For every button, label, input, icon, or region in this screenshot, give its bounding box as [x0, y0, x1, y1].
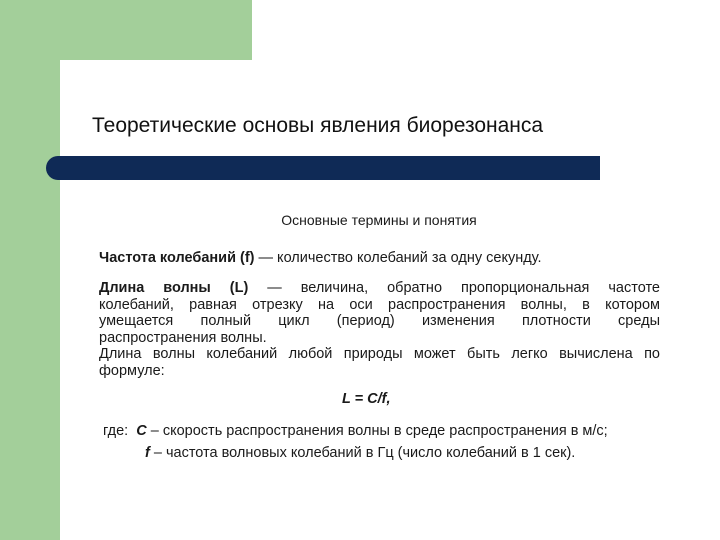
where-line-f [145, 445, 575, 462]
wavelength-line-1 [99, 280, 660, 297]
slide-title: Теоретические основы явления биорезонанса [92, 114, 544, 137]
frequency-term: Частота колебаний (f) [99, 250, 255, 266]
var-c: C [136, 423, 147, 439]
wavelength-line-2: колебаний, равная отрезку на оси распространения волны, в котором [99, 296, 660, 313]
c-description: – скорость распространения волны в среде распространения в м/с; [146, 423, 608, 439]
rounded-corner [60, 60, 120, 120]
frequency-definition: — количество колебаний за одну секунду. [254, 250, 542, 266]
frequency-paragraph [99, 250, 660, 267]
wavelength-formula: L = C/f, [342, 391, 391, 407]
var-f: f [145, 445, 150, 461]
where-line-c [103, 423, 608, 440]
wavelength-line-6: формуле: [99, 362, 165, 379]
wavelength-term: Длина волны (L) [99, 280, 249, 296]
green-side-strip [0, 0, 60, 540]
where-prefix: где: [103, 423, 137, 439]
wavelength-line-4: распространения волны. [99, 329, 267, 346]
wavelength-line-5: Длина волны колебаний любой природы может быть легко вычислена по [99, 346, 660, 362]
f-description: – частота волновых колебаний в Гц (число колебаний в 1 сек). [149, 445, 576, 461]
slide-subtitle: Основные термины и понятия [281, 212, 477, 228]
wavelength-line-1-text: — величина, обратно пропорциональная частоте [248, 280, 660, 296]
wavelength-line-3: умещается полный цикл (период) изменения плотности среды [99, 313, 660, 329]
wavelength-paragraph [99, 280, 660, 379]
title-divider-bar [46, 156, 600, 180]
